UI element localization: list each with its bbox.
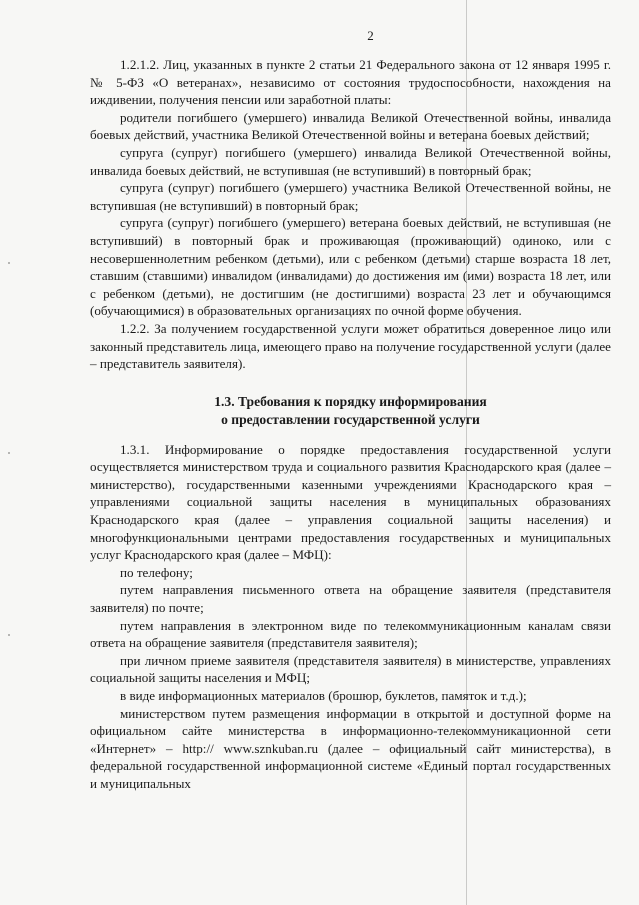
list-item: при личном приеме заявителя (представителя заявителя) в министерстве, управлениях социальной защиты населения и МФЦ; [90,652,611,686]
scan-mark [8,452,10,454]
paragraph-1-2-1-2-intro: 1.2.1.2. Лиц, указанных в пункте 2 статьи 21 Федерального закона от 12 января 1995 г. № 5-ФЗ «О ветеранах», независимо от состояния трудоспособности, нахождения на иждивении, получения пенсии или заработной платы: [90,57,611,108]
list-item: в виде информационных материалов (брошюр, буклетов, памяток и т.д.); [120,688,527,703]
scan-fold-line [466,0,467,905]
list-item: супруга (супруг) погибшего (умершего) участника Великой Отечественной войны, не вступившая (не вступивший) в повторный брак; [90,180,611,213]
paragraph-1-3-1-intro: 1.3.1. Информирование о порядке предоставления государственной услуги осуществляется министерством труда и социального развития Краснодарского края (далее – министерство), государственными казенными учреждениями Краснодарского края – управлениями социальной защиты населения в муниципальных образованиях Краснодарского края (далее – управления социальной защиты населения) и многофункциональными центрами предоставления государственных и муниципальных услуг Краснодарского края (далее – МФЦ): [90,441,611,563]
list-item: супруга (супруг) погибшего (умершего) ветерана боевых действий, не вступившая (не вступивший) в повторный брак и проживающая (проживающий) одиноко, или с несовершеннолетним ребенком (детьми), или с ребенком (детьми) старше возраста 18 лет, ставшим (ставшими) инвалидом (инвалидами) до достижения им (ими) возраста 18 лет, или с ребенком (детьми), не достигшим (не достигшими) возраста 23 лет и обучающимся (обучающимися) в образовательных организациях по очной форме обучения. [90,215,611,319]
heading-line-1: 1.3. Требования к порядку информирования [214,393,487,409]
list-item: путем направления в электронном виде по телекоммуникационным каналам связи ответа на обращение заявителя (представителя заявителя); [90,617,611,651]
list-item: родители погибшего (умершего) инвалида Великой Отечественной войны, инвалида боевых действий, участника Великой Отечественной войны и ветерана боевых действий; [90,109,611,143]
document-body [90,56,611,793]
section-heading-1-3 [90,393,611,429]
list-item: министерством путем размещения информации в открытой и доступной форме на официальном сайте министерства в информационно-телекоммуникационной сети «Интернет» – http:// www.sznkuban.ru (далее – официальный сайт министерства), в федеральной государственной информационной системе «Единый портал государственных и муниципальных [90,705,611,791]
list-item: по телефону; [120,564,193,580]
page-number: 2 [367,28,374,43]
scan-mark [8,262,10,264]
list-item: путем направления письменного ответа на обращение заявителя (представителя заявителя) по почте; [90,582,611,616]
list-item: супруга (супруг) погибшего (умершего) инвалида Великой Отечественной войны, инвалида боевых действий, не вступившая (не вступивший) в повторный брак; [90,144,611,178]
paragraph-1-2-2: 1.2.2. За получением государственной услуги может обратиться доверенное лицо или законный представитель лица, имеющего право на получение государственной услуги (далее – представитель заявителя). [90,320,611,372]
heading-line-2: о предоставлении государственной услуги [221,411,480,427]
scan-mark [8,634,10,636]
